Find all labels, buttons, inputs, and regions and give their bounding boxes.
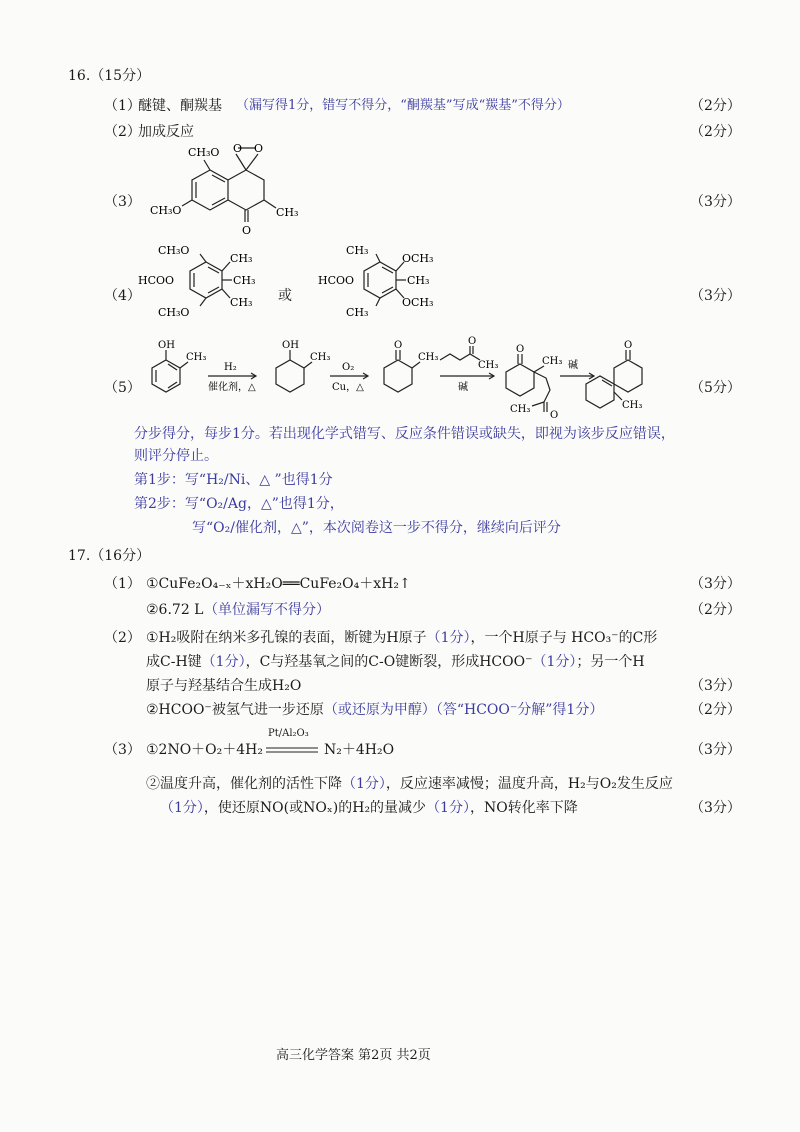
p5-base2: 碱 (568, 360, 578, 371)
q17-p2b-text: ②HCOO⁻被氢气进一步还原 (146, 702, 324, 718)
a-ch3-2: CH₃ (233, 274, 256, 287)
q17-p2b-note: （或还原为甲醇）（答“HCOO⁻分解”得1分） (323, 702, 604, 718)
q17-p3a-right: N₂＋4H₂O (324, 742, 395, 758)
q16-note-line1: 分步得分，每步1分。若出现化学式错写、反应条件错误或缺失，即视为该步反应错误， (134, 426, 675, 442)
q17-p2-number: （2） (104, 630, 141, 646)
p5-ch3-2: CH₃ (310, 352, 331, 363)
ketone-o-label: O (242, 224, 252, 237)
q17-p2-line1 (146, 628, 657, 648)
q16-header: 16.（15分） (68, 68, 151, 84)
q16-p4-structure-b (318, 240, 448, 324)
p5-oh1: OH (158, 340, 175, 351)
q17-p3b-l1b: （1分） (342, 776, 386, 792)
q17-p2-l1a: ①H₂吸附在纳米多孔镍的表面，断键为H原子 (146, 630, 427, 646)
q17-p1b-score: （2分） (690, 602, 741, 618)
q16-step2b: 写“O₂/催化剂，△”，本次阅卷这一步不得分，继续向后评分 (192, 520, 561, 536)
q17-p2-l2d: （1分） (532, 654, 577, 670)
ch3-label: CH₃ (276, 206, 299, 219)
b-och3-3: OCH₃ (402, 296, 434, 309)
page-footer: 高三化学答案 第2页 共2页 (276, 1048, 431, 1063)
q17-p2-l1b: （1分） (426, 630, 471, 646)
p5-cat: 催化剂，△ (208, 382, 256, 393)
p5-ch3-6: CH₃ (622, 400, 643, 411)
p5-o4: O (516, 344, 525, 355)
q16-step2: 第2步：写“O₂/Ag，△”也得1分， (134, 496, 344, 512)
p5-o6: O (624, 340, 633, 351)
a-ch3-3: CH₃ (230, 296, 253, 309)
p5-o2: O₂ (342, 362, 355, 373)
q17-p2b-score: （2分） (690, 702, 741, 718)
p5-o5: O (550, 410, 559, 420)
q17-p3b-l2c: （1分） (426, 800, 470, 816)
q17-p3b-score: （3分） (690, 800, 741, 816)
a-ch3o-top: CH₃O (158, 244, 190, 257)
q16-p5-route (140, 330, 680, 420)
q16-p5-score: （5分） (690, 380, 741, 396)
q16-p4-or: 或 (278, 288, 292, 304)
q16-p2-score: （2分） (690, 124, 741, 140)
p5-h2: H₂ (224, 362, 237, 373)
p5-ch3-1: CH₃ (186, 352, 207, 363)
q17-p3a-left: ①2NO＋O₂＋4H₂ (146, 742, 264, 758)
q16-p3-score: （3分） (690, 194, 741, 210)
ketal-o2-label: O (254, 142, 264, 155)
q17-p1b-value: ②6.72 L (146, 602, 204, 618)
q17-p3a-catalyst: Pt/Al₂O₃ (268, 728, 309, 739)
q17-p2-l2e: ；另一个H (576, 654, 645, 670)
p5-base1: 碱 (458, 382, 468, 393)
q16-p3-structure (150, 140, 310, 240)
q16-p3-number: （3） (104, 194, 141, 210)
q17-p3b-l2d: ，NO转化率下降 (469, 800, 578, 816)
q17-p1b-note: （单位漏写不得分） (204, 602, 330, 618)
b-ch3-2: CH₃ (407, 274, 430, 287)
q17-p3b-l1c: ，反应速率减慢；温度升高，H₂与O₂发生反应 (385, 776, 673, 792)
p5-ch3-5: CH₃ (510, 404, 531, 415)
q17-p2-l2b: （1分） (201, 654, 246, 670)
q17-p1-number: （1） (104, 576, 141, 592)
q17-p2b (146, 700, 603, 720)
q16-p4-number: （4） (104, 288, 141, 304)
q17-p3b-line2 (160, 798, 578, 818)
q17-p3b-line1 (146, 774, 673, 794)
q17-p2-l2c: ，C与羟基氧之间的C-O键断裂，形成HCOO⁻ (245, 654, 533, 670)
q17-p1a: ①CuFe₂O₄₋ₓ＋xH₂O══CuFe₂O₄＋xH₂↑ (146, 576, 411, 592)
p5-ch3-3: CH₃ (418, 352, 439, 363)
q16-p4-score: （3分） (690, 288, 741, 304)
p5-ch3-4: CH₃ (542, 356, 563, 367)
q16-p1-note: （漏写得1分，错写不得分，“酮羰基”写成“羰基”不得分） (236, 98, 570, 113)
q16-p4-structure-a (138, 240, 268, 324)
p5-o-reag: O (468, 336, 477, 347)
q17-p3b-l2b: ，使还原NO(或NOₓ)的H₂的量减少 (203, 800, 427, 816)
a-ch3o-bottom: CH₃O (158, 306, 190, 319)
p5-ch3-reag: CH₃ (478, 360, 499, 371)
q16-step1: 第1步：写“H₂/Ni、△ ”也得1分 (134, 472, 333, 488)
q17-p1a-score: （3分） (690, 576, 741, 592)
b-hcoo: HCOO (318, 274, 355, 287)
p5-o3: O (394, 340, 403, 351)
q17-p3b-l2a: （1分） (160, 800, 204, 816)
q16-p2-number: （2） (104, 124, 141, 140)
q17-p3a-score: （3分） (690, 742, 741, 758)
q16-p1-number: （1） (104, 98, 141, 114)
q16-note-line2: 则评分停止。 (134, 448, 218, 464)
b-och3-1: OCH₃ (402, 252, 434, 265)
p5-cu: Cu，△ (332, 382, 364, 393)
a-ch3-1: CH₃ (230, 252, 253, 265)
q16-p2-answer: 加成反应 (138, 124, 194, 140)
a-hcoo: HCOO (138, 274, 175, 287)
b-ch3-top: CH₃ (346, 244, 369, 257)
q17-p2-l2a: 成C-H键 (146, 654, 202, 670)
q17-p2-line3-score: （3分） (690, 678, 741, 694)
p5-oh2: OH (282, 340, 299, 351)
q17-p3-number: （3） (104, 742, 141, 758)
q17-p2-l1c: ，一个H原子与 HCO₃⁻的C形 (470, 630, 658, 646)
ch3o-top-label: CH₃O (188, 146, 220, 159)
q17-p2-line2 (146, 652, 645, 672)
ch3o-bottom-label: CH₃O (150, 204, 182, 217)
q17-header: 17.（16分） (68, 548, 151, 564)
q16-p1-answer: 醚键、酮羰基 (138, 98, 222, 114)
q17-p2-line3: 原子与羟基结合生成H₂O (146, 678, 302, 694)
q17-p3b-l1a: ②温度升高，催化剂的活性下降 (146, 776, 342, 792)
q16-p1-score: （2分） (690, 98, 741, 114)
ketal-o1-label: O (233, 142, 243, 155)
q16-p5-number: （5） (104, 380, 141, 396)
b-ch3-bottom: CH₃ (346, 306, 369, 319)
q17-p3a-equals (266, 746, 318, 754)
